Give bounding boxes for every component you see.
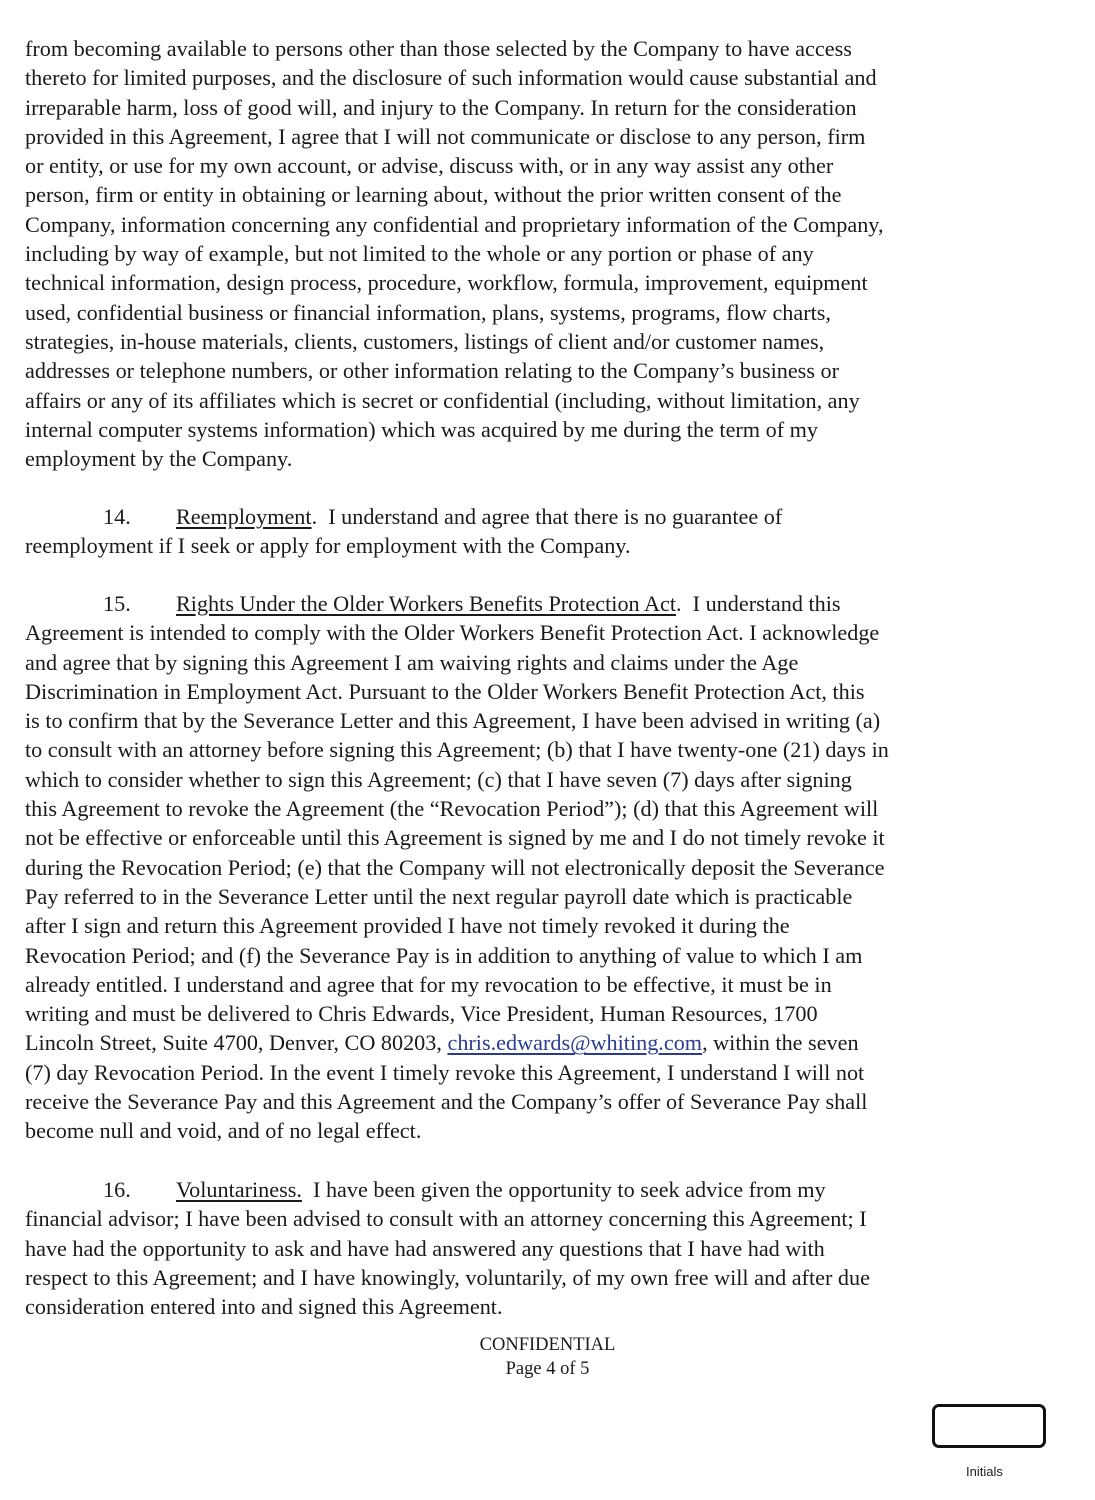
section-number: 15. — [103, 591, 131, 616]
section-text: I have been given the opportunity to seek advice from my — [301, 1177, 826, 1202]
paragraph-line: and agree that by signing this Agreement I am waiving rights and claims under the Age — [25, 649, 799, 675]
paragraph-line: which to consider whether to sign this Agreement; (c) that I have seven (7) days after signing — [25, 766, 852, 792]
paragraph-line: or entity, or use for my own account, or advise, discuss with, or in any way assist any other — [25, 153, 834, 179]
section-heading: Voluntariness. — [176, 1177, 302, 1202]
paragraph-line: including by way of example, but not limited to the whole or any portion or phase of any — [25, 241, 814, 267]
section-heading: Reemployment — [176, 504, 312, 529]
section-first-line — [25, 589, 1015, 618]
paragraph-line: writing and must be delivered to Chris Edwards, Vice President, Human Resources, 1700 — [25, 1001, 818, 1027]
paragraph-line: is to confirm that by the Severance Letter and this Agreement, I have been advised in writing (a) — [25, 708, 881, 734]
paragraph-line: addresses or telephone numbers, or other information relating to the Company’s business or — [25, 358, 839, 384]
paragraph-line: during the Revocation Period; (e) that the Company will not electronically deposit the Severance — [25, 854, 885, 880]
paragraph-line: strategies, in-house materials, clients, customers, listings of client and/or customer names, — [25, 328, 825, 354]
paragraph-line: thereto for limited purposes, and the disclosure of such information would cause substantial and — [25, 65, 877, 91]
email-link[interactable]: chris.edwards@whiting.com — [447, 1030, 703, 1056]
section-first-line — [25, 1175, 1015, 1204]
paragraph-line: reemployment if I seek or apply for employment with the Company. — [25, 533, 631, 559]
paragraph-line: to consult with an attorney before signing this Agreement; (b) that I have twenty-one (21) days in — [25, 737, 889, 763]
initials-label: Initials — [966, 1464, 1003, 1479]
paragraph-line: become null and void, and of no legal effect. — [25, 1118, 422, 1144]
paragraph-line: irreparable harm, loss of good will, and injury to the Company. In return for the consideration — [25, 94, 857, 120]
email-line — [25, 1028, 1015, 1057]
paragraph-line: affairs or any of its affiliates which is secret or confidential (including, without limitation, any — [25, 387, 860, 413]
paragraph-line: not be effective or enforceable until this Agreement is signed by me and I do not timely revoke it — [25, 825, 885, 851]
paragraph-line: have had the opportunity to ask and have had answered any questions that I have had with — [25, 1235, 825, 1261]
paragraph-line: financial advisor; I have been advised to consult with an attorney concerning this Agreement; I — [25, 1206, 867, 1232]
paragraph-line: from becoming available to persons other than those selected by the Company to have access — [25, 36, 852, 61]
section-15-owbpa-rights — [25, 589, 1015, 1146]
paragraph-line: Revocation Period; and (f) the Severance Pay is in addition to anything of value to which I am — [25, 942, 863, 968]
confidential-label: CONFIDENTIAL — [479, 1335, 616, 1355]
section-first-line — [25, 502, 1015, 531]
paragraph-line: (7) day Revocation Period. In the event I timely revoke this Agreement, I understand I will not — [25, 1059, 865, 1085]
section-text: . I understand this — [676, 591, 841, 616]
email-line-before: Lincoln Street, Suite 4700, Denver, CO 80203, — [25, 1030, 448, 1056]
paragraph-line: person, firm or entity in obtaining or learning about, without the prior written consent of the — [25, 182, 842, 208]
paragraph-line: respect to this Agreement; and I have knowingly, voluntarily, of my own free will and after due — [25, 1264, 870, 1290]
section-14-reemployment — [25, 502, 1015, 561]
section-number: 14. — [103, 504, 131, 529]
paragraph-line: Agreement is intended to comply with the Older Workers Benefit Protection Act. I acknowledge — [25, 620, 880, 646]
paragraph-line: internal computer systems information) which was acquired by me during the term of my — [25, 416, 818, 442]
paragraph-line: used, confidential business or financial information, plans, systems, programs, flow charts, — [25, 299, 831, 325]
paragraph-line: Pay referred to in the Severance Letter until the next regular payroll date which is practicable — [25, 883, 853, 909]
page-number: Page 4 of 5 — [505, 1359, 590, 1379]
paragraph-line: Company, information concerning any confidential and proprietary information of the Company, — [25, 211, 884, 237]
section-text: . I understand and agree that there is no guarantee of — [311, 504, 783, 529]
section-number: 16. — [103, 1177, 131, 1202]
paragraph-line: after I sign and return this Agreement provided I have not timely revoked it during the — [25, 913, 790, 939]
paragraph-line: receive the Severance Pay and this Agreement and the Company’s offer of Severance Pay shall — [25, 1089, 868, 1115]
paragraph-line: this Agreement to revoke the Agreement (the “Revocation Period”); (d) that this Agreement will — [25, 796, 879, 822]
email-line-after: , within the seven — [702, 1030, 859, 1056]
paragraph-line: consideration entered into and signed this Agreement. — [25, 1294, 503, 1320]
confidentiality-paragraph — [25, 34, 1015, 473]
paragraph-line: technical information, design process, procedure, workflow, formula, improvement, equipment — [25, 270, 868, 296]
initials-box[interactable] — [932, 1404, 1046, 1448]
paragraph-line: provided in this Agreement, I agree that I will not communicate or disclose to any person, firm — [25, 123, 866, 149]
section-heading: Rights Under the Older Workers Benefits Protection Act — [176, 591, 677, 616]
paragraph-line: Discrimination in Employment Act. Pursuant to the Older Workers Benefit Protection Act, this — [25, 678, 865, 704]
page-footer — [0, 1333, 1095, 1381]
section-16-voluntariness — [25, 1175, 1015, 1321]
paragraph-line: already entitled. I understand and agree that for my revocation to be effective, it must be in — [25, 971, 832, 997]
paragraph-line: employment by the Company. — [25, 446, 293, 472]
